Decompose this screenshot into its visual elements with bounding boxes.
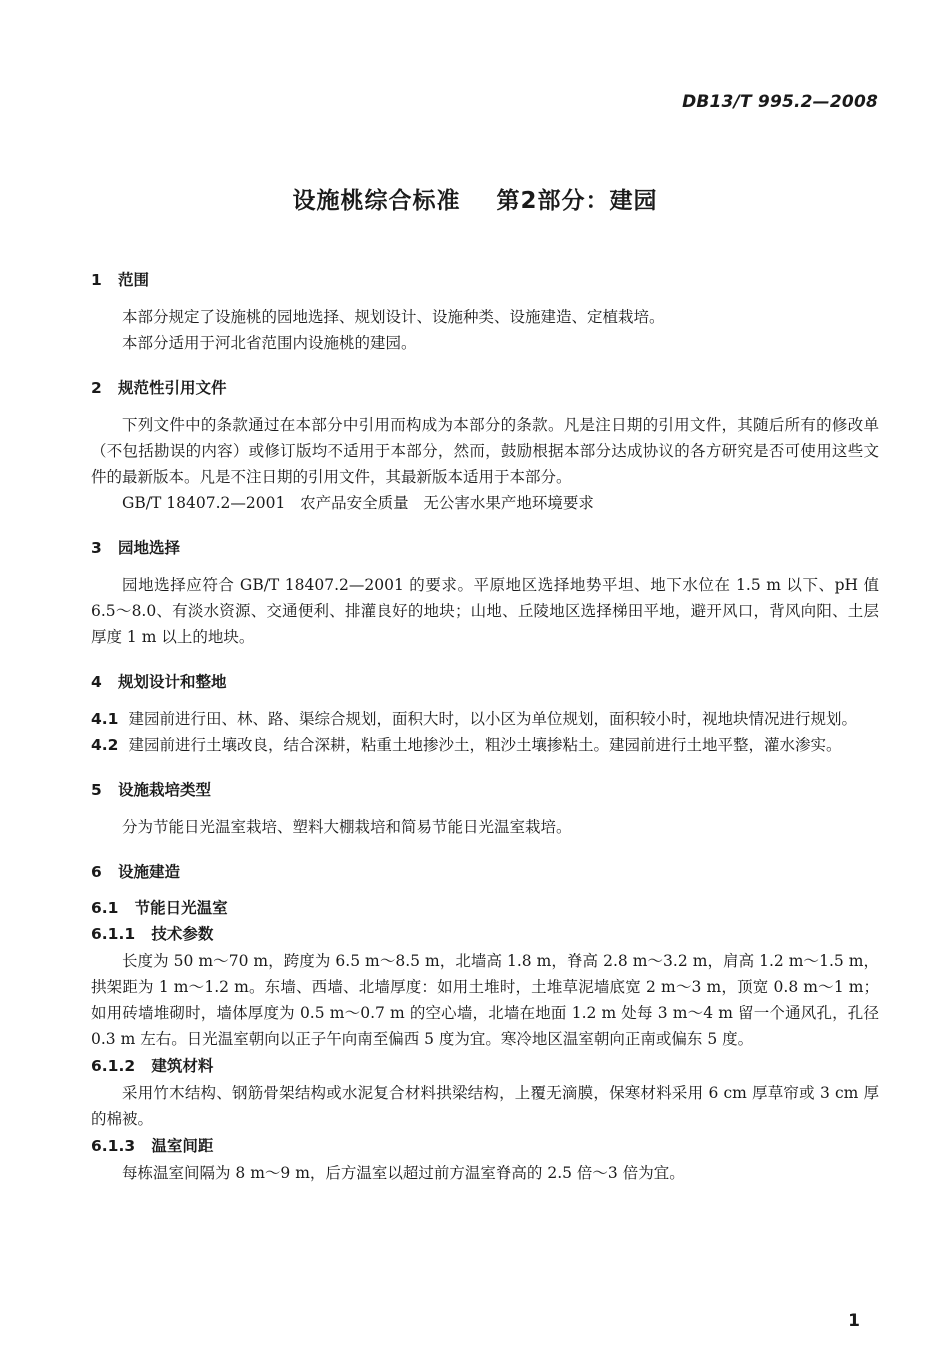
page-number: 1 <box>848 1311 860 1331</box>
section-3-paragraph-1: 园地选择应符合 GB/T 18407.2—2001 的要求。平原地区选择地势平坦、地下水位在 1.5 m 以下、pH 值 6.5～8.0、有淡水资源、交通便利、排灌良好的地块；山地、丘陵地区选择梯田平地，避开风口，背风向阳、土层厚度 1 m 以上的地块。 <box>91 576 879 646</box>
section-1-paragraph-2: 本部分适用于河北省范围内设施桃的建园。 <box>122 334 417 352</box>
section-6-1-2-text: 采用竹木结构、钢筋骨架结构或水泥复合材料拱梁结构，上覆无滴膜，保寒材料采用 6 cm 厚草帘或 3 cm 厚的棉被。 <box>91 1084 879 1128</box>
section-3-heading: 3 园地选择 <box>91 539 180 557</box>
clause-4-1 <box>91 706 879 732</box>
clause-4-1-text: 建园前进行田、林、路、渠综合规划，面积大时，以小区为单位规划，面积较小时，视地块情况进行规划。 <box>128 710 857 728</box>
section-1-heading: 1 范围 <box>91 271 149 289</box>
section-5-heading: 5 设施栽培类型 <box>91 781 211 799</box>
section-6-1-2-heading: 6.1.2 建筑材料 <box>91 1057 214 1075</box>
clause-4-2-number: 4.2 <box>91 736 119 754</box>
section-6-heading: 6 设施建造 <box>91 863 180 881</box>
section-2-paragraph-1: 下列文件中的条款通过在本部分中引用而构成为本部分的条款。凡是注日期的引用文件，其随后所有的修改单（不包括勘误的内容）或修订版均不适用于本部分，然而，鼓励根据本部分达成协议的各方研究是否可使用这些文件的最新版本。凡是不注日期的引用文件，其最新版本适用于本部分。 <box>91 416 879 486</box>
section-4-heading: 4 规划设计和整地 <box>91 673 227 691</box>
section-6-1-1-heading: 6.1.1 技术参数 <box>91 925 214 943</box>
section-5-paragraph-1: 分为节能日光温室栽培、塑料大棚栽培和简易节能日光温室栽培。 <box>122 818 572 836</box>
section-6-1-1-text: 长度为 50 m～70 m，跨度为 6.5 m～8.5 m，北墙高 1.8 m，脊高 2.8 m～3.2 m，肩高 1.2 m～1.5 m，拱架距为 1 m～1.2 m。东墙、西墙、北墙厚度：如用土堆时，土堆草泥墙底宽 2 m～3 m，顶宽 0.8 m～1 m；如用砖墙堆砌时，墙体厚度为 0.5 m～0.7 m 的空心墙，北墙在地面 1.2 m 处每 3 m～4 m 留一个通风孔，孔径 0.3 m 左右。日光温室朝向以正子午向南至偏西 5 度为宜。寒冷地区温室朝向正南或偏东 5 度。 <box>91 952 879 1048</box>
clause-4-1-number: 4.1 <box>91 710 119 728</box>
clause-4-2 <box>91 732 879 758</box>
clause-4-2-text: 建园前进行土壤改良，结合深耕，粘重土地掺沙土，粗沙土壤掺粘土。建园前进行土地平整，灌水渗实。 <box>128 736 842 754</box>
document-code: DB13/T 995.2—2008 <box>682 92 878 112</box>
section-2-reference: GB/T 18407.2—2001 农产品安全质量 无公害水果产地环境要求 <box>122 494 594 512</box>
document-title: 设施桃综合标准 第2部分：建园 <box>292 188 658 214</box>
section-1-paragraph-1: 本部分规定了设施桃的园地选择、规划设计、设施种类、设施建造、定植栽培。 <box>122 308 665 326</box>
section-6-1-heading: 6.1 节能日光温室 <box>91 899 228 917</box>
section-6-1-3-text: 每栋温室间隔为 8 m～9 m，后方温室以超过前方温室脊高的 2.5 倍～3 倍为宜。 <box>122 1164 685 1182</box>
section-2-heading: 2 规范性引用文件 <box>91 379 227 397</box>
document-body <box>91 268 879 1186</box>
section-6-1-3-heading: 6.1.3 温室间距 <box>91 1137 214 1155</box>
